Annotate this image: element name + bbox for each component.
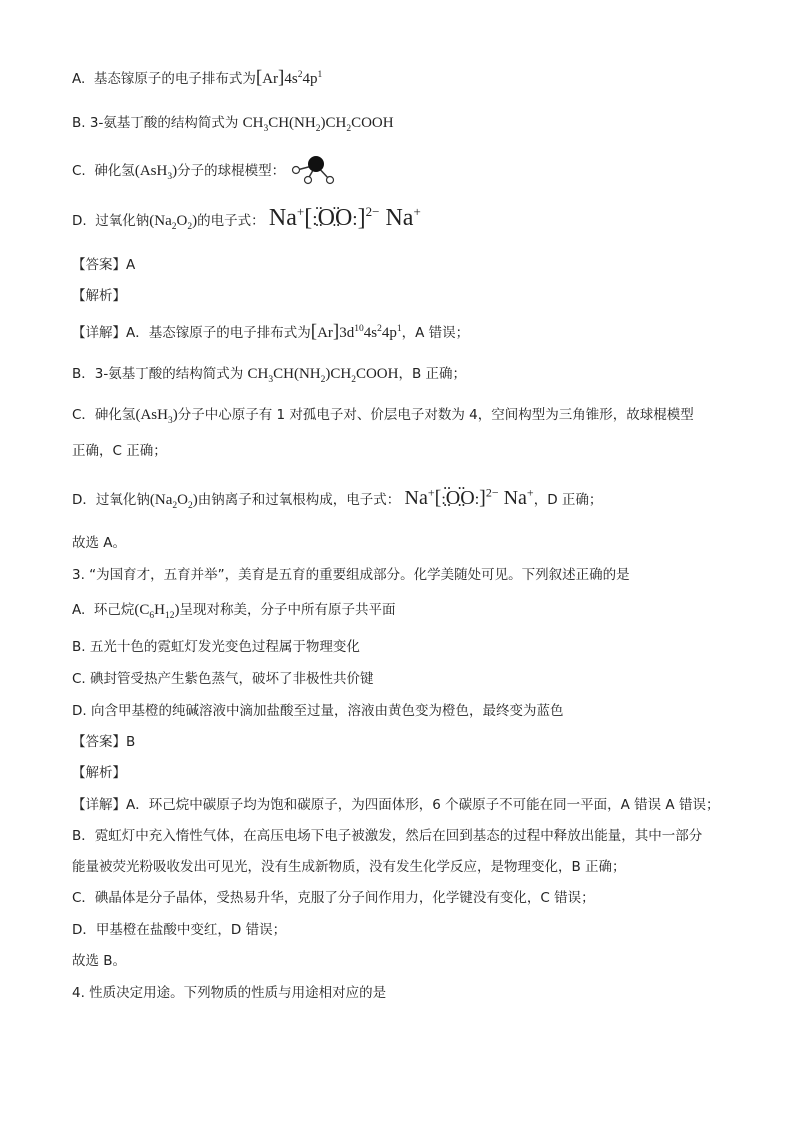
q3-option-d: D. 向含甲基橙的纯碱溶液中滴加盐酸至过量，溶液由黄色变为橙色，最终变为蓝色: [72, 703, 564, 719]
q3-option-b: B. 五光十色的霓虹灯发光变色过程属于物理变化: [72, 639, 360, 655]
q3-conclusion: 故选 B。: [72, 953, 127, 969]
q2-detail-b: B．3-氨基丁酸的结构简式为 $CH_3CH(NH_2)CH_2COOH$，B 正确；: [72, 366, 467, 385]
q2-detail-c-line2: 正确，C 正确；: [72, 443, 167, 459]
q3-detail-c: C．碘晶体是分子晶体，受热易升华，克服了分子间作用力，化学键没有变化，C 错误；: [72, 890, 595, 906]
q3-detail-b2: 能量被荧光粉吸收发出可见光，没有生成新物质，没有发生化学反应，是物理变化，B 正确；: [72, 859, 626, 875]
q4-stem: 4. 性质决定用途。下列物质的性质与用途相对应的是: [72, 985, 387, 1001]
q2-conclusion: 故选 A。: [72, 535, 127, 551]
q3-option-c: C. 碘封管受热产生紫色蒸气，破坏了非极性共价键: [72, 671, 374, 687]
q2-option-d: D. 过氧化钠$(Na_2O_2)$的电子式： Na+[:•• O •••• O ••:]$^{2-}$ Na+: [72, 204, 421, 235]
q2-option-b: B. 3-氨基丁酸的结构简式为 $CH_3CH(NH_2)CH_2COOH$: [72, 115, 394, 134]
q3-analysis-label: 【解析】: [72, 765, 126, 781]
q3-option-a: A. 环己烷$(C_6H_{12})$呈现对称美，分子中所有原子共平面: [72, 602, 396, 621]
q2-detail-c: C．砷化氢(AsH$_3$)分子中心原子有 1 对孤电子对、价层电子对数为 4，空间构型为三角锥形，故球棍模型: [72, 407, 694, 426]
q3-detail-b1: B．霓虹灯中充入惰性气体，在高压电场下电子被激发，然后在回到基态的过程中释放出能量，其中一部分: [72, 828, 703, 844]
q2-detail-d: D．过氧化钠$(Na_2O_2)$由钠离子和过氧根构成，电子式： Na+[:•• O •••• O ••:]$^{2-}$ Na+，D 正确；: [72, 484, 602, 514]
q2-analysis-label: 【解析】: [72, 288, 126, 304]
electron-formula-na2o2-detail: Na+[:•• O •••• O ••:]$^{2-}$ Na+: [405, 487, 534, 509]
q3-detail-d: D．甲基橙在盐酸中变红，D 错误；: [72, 922, 287, 938]
q3-stem: 3. “为国育才，五育并举”，美育是五育的重要组成部分。化学美随处可见。下列叙述正确的是: [72, 567, 630, 583]
q2-option-a: A. 基态镓原子的电子排布式为$[Ar]4s^24p^1$: [72, 67, 323, 88]
q3-detail-a: 【详解】A．环己烷中碳原子均为饱和碳原子，为四面体形，6 个碳原子不可能在同一平面，A 错误 A 错误；: [72, 797, 720, 813]
q2-detail-a: 【详解】A．基态镓原子的电子排布式为$[Ar]3d^{10}4s^24p^1$，A 错误；: [72, 321, 470, 342]
q3-answer: 【答案】B: [72, 734, 136, 750]
q2-answer: 【答案】A: [72, 257, 136, 273]
q2-option-c: C. 砷化氢(AsH$_3$)分子的球棍模型：: [72, 155, 339, 187]
ball-stick-model-icon: [291, 155, 339, 187]
electron-formula-na2o2: Na+[:•• O •••• O ••:]$^{2-}$ Na+: [269, 205, 421, 231]
